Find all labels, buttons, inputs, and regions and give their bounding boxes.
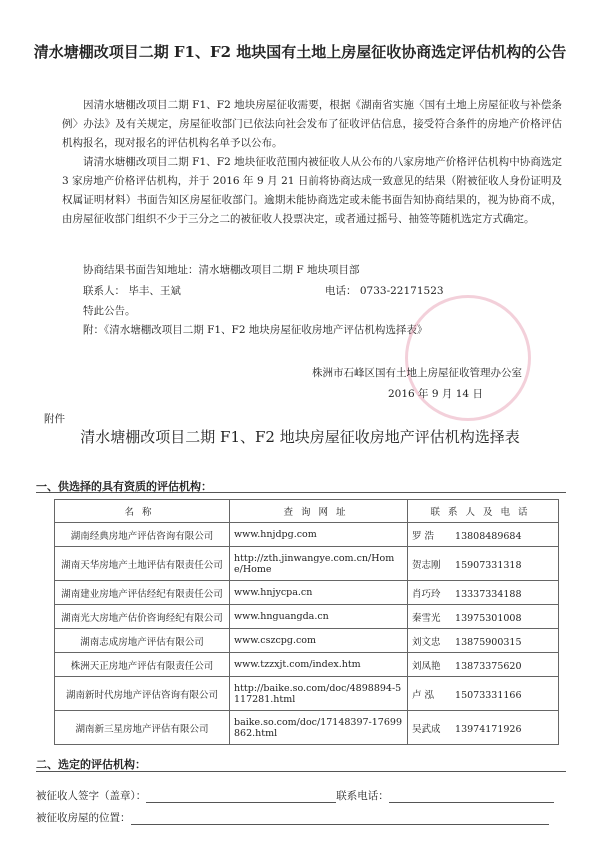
agency-url: www.hnguangda.cn <box>230 605 408 629</box>
contact-person: 吴武成 <box>412 723 441 735</box>
agency-contact <box>408 711 559 745</box>
address-value: 清水塘棚改项目二期 F 地块项目部 <box>198 264 360 276</box>
section-1-divider <box>36 492 566 493</box>
contact-person: 刘凤艳 <box>412 660 441 672</box>
agency-url: http://baike.so.com/doc/4898894-5117281.html <box>230 677 408 711</box>
agency-url: baike.so.com/doc/17148397-17699862.html <box>230 711 408 745</box>
agency-contact <box>408 581 559 605</box>
appraisal-agency-table <box>54 499 559 745</box>
table-row <box>55 605 559 629</box>
agency-name: 湖南建业房地产评估经纪有限责任公司 <box>55 581 230 605</box>
issuing-office: 株洲市石峰区国有土地上房屋征收管理办公室 <box>312 367 522 379</box>
contact-phone: 13974171926 <box>455 723 522 735</box>
agency-name: 株洲天正房地产评估有限责任公司 <box>55 653 230 677</box>
signature-label: 被征收人签字（盖章）： <box>36 790 147 802</box>
official-seal-stamp <box>405 295 531 421</box>
table-row <box>55 523 559 547</box>
attachment-text: 附：《清水塘棚改项目二期 F1、F2 地块房屋征收房地产评估机构选择表》 <box>83 324 428 336</box>
closing-text: 特此公告。 <box>83 305 136 317</box>
agency-contact <box>408 605 559 629</box>
table-row <box>55 547 559 581</box>
column-header-contact: 联系人及电话 <box>408 500 559 523</box>
notice-title: 清水塘棚改项目二期 F1、F2 地块国有土地上房屋征收协商选定评估机构的公告 <box>33 43 567 61</box>
contact-phone: 13808489684 <box>455 530 522 542</box>
contact-label: 联系人： <box>83 285 125 297</box>
table-row <box>55 711 559 745</box>
agency-contact <box>408 629 559 653</box>
contact-value: 毕丰、王斌 <box>128 285 181 297</box>
phone-label: 电话： <box>325 285 357 297</box>
column-header-url: 查询网址 <box>230 500 408 523</box>
contact-phone: 13875900315 <box>455 636 522 648</box>
signature-phone-field[interactable] <box>389 790 554 803</box>
contact-person: 肖巧玲 <box>412 588 441 600</box>
signature-row <box>36 788 554 803</box>
paragraph-2: 请清水塘棚改项目二期 F1、F2 地块征收范围内被征收人从公布的八家房地产价格评估机构中协商选定 3 家房地产价格评估机构，并于 2016 年 9 月 21 日前将协商达成一致意见的结果（附被征收人身份证明及权属证明材料）书面告知区房屋征收部门。逾期未能协商选定或未能书面告知协商结果的，视为协商不成，由房屋征收部门组织不少于三分之二的被征收人投票决定，或者通过摇号、抽签等随机选定方式确定。 <box>62 156 562 225</box>
column-header-name: 名称 <box>55 500 230 523</box>
table-header-row <box>55 500 559 523</box>
table-row <box>55 581 559 605</box>
table-row <box>55 677 559 711</box>
phone-value: 0733-22171523 <box>359 285 444 297</box>
agency-url: www.hnjycpa.cn <box>230 581 408 605</box>
signature-phone-label: 联系电话： <box>336 790 389 802</box>
agency-name: 湖南志成房地产评估有限公司 <box>55 629 230 653</box>
agency-url: www.tzzxjt.com/index.htm <box>230 653 408 677</box>
contact-phone: 13975301008 <box>455 612 522 624</box>
phone-line <box>325 283 444 299</box>
table-row <box>55 629 559 653</box>
address-label: 协商结果书面告知地址： <box>83 264 199 276</box>
agency-url: www.cszcpg.com <box>230 629 408 653</box>
contact-phone: 15907331318 <box>455 559 522 571</box>
agency-contact <box>408 547 559 581</box>
agency-name: 湖南经典房地产评估咨询有限公司 <box>55 523 230 547</box>
section-2-divider <box>36 771 566 772</box>
agency-contact <box>408 677 559 711</box>
annex-title: 清水塘棚改项目二期 F1、F2 地块房屋征收房地产评估机构选择表 <box>80 428 520 446</box>
contact-phone: 13873375620 <box>455 660 522 672</box>
address-line <box>83 262 359 278</box>
table-row <box>55 653 559 677</box>
contact-person: 罗 浩 <box>412 530 435 542</box>
signature-field[interactable] <box>146 790 336 803</box>
contact-person: 卢 泓 <box>412 689 435 701</box>
contact-person: 刘文忠 <box>412 636 441 648</box>
annex-label: 附件 <box>44 413 65 425</box>
agency-name: 湖南新时代房地产评估咨询有限公司 <box>55 677 230 711</box>
location-field[interactable] <box>131 812 549 825</box>
location-label: 被征收房屋的位置： <box>36 812 131 824</box>
contact-phone: 15073331166 <box>455 689 522 701</box>
issue-date: 2016 年 9 月 14 日 <box>388 388 483 400</box>
section-2-heading: 二、选定的评估机构： <box>36 758 146 771</box>
section-1-heading: 一、供选择的具有资质的评估机构： <box>36 480 212 493</box>
contact-person: 贺志刚 <box>412 559 441 571</box>
contact-line <box>83 283 181 299</box>
agency-url: http://zth.jinwangye.com.cn/Home/Home <box>230 547 408 581</box>
agency-contact <box>408 653 559 677</box>
agency-name: 湖南新三星房地产评估有限公司 <box>55 711 230 745</box>
contact-person: 秦雪光 <box>412 612 441 624</box>
paragraph-1: 因清水塘棚改项目二期 F1、F2 地块房屋征收需要，根据《湖南省实施〈国有土地上房屋征收与补偿条例〉办法》及有关规定，房屋征收部门已依法向社会发布了征收评估信息，接受符合条件的房地产价格评估机构报名，现对报名的评估机构名单予以公布。 <box>62 99 562 149</box>
location-row <box>36 810 549 825</box>
agency-contact <box>408 523 559 547</box>
agency-name: 湖南光大房地产估价咨询经纪有限公司 <box>55 605 230 629</box>
agency-name: 湖南天华房地产土地评估有限责任公司 <box>55 547 230 581</box>
agency-url: www.hnjdpg.com <box>230 523 408 547</box>
contact-phone: 13337334188 <box>455 588 522 600</box>
